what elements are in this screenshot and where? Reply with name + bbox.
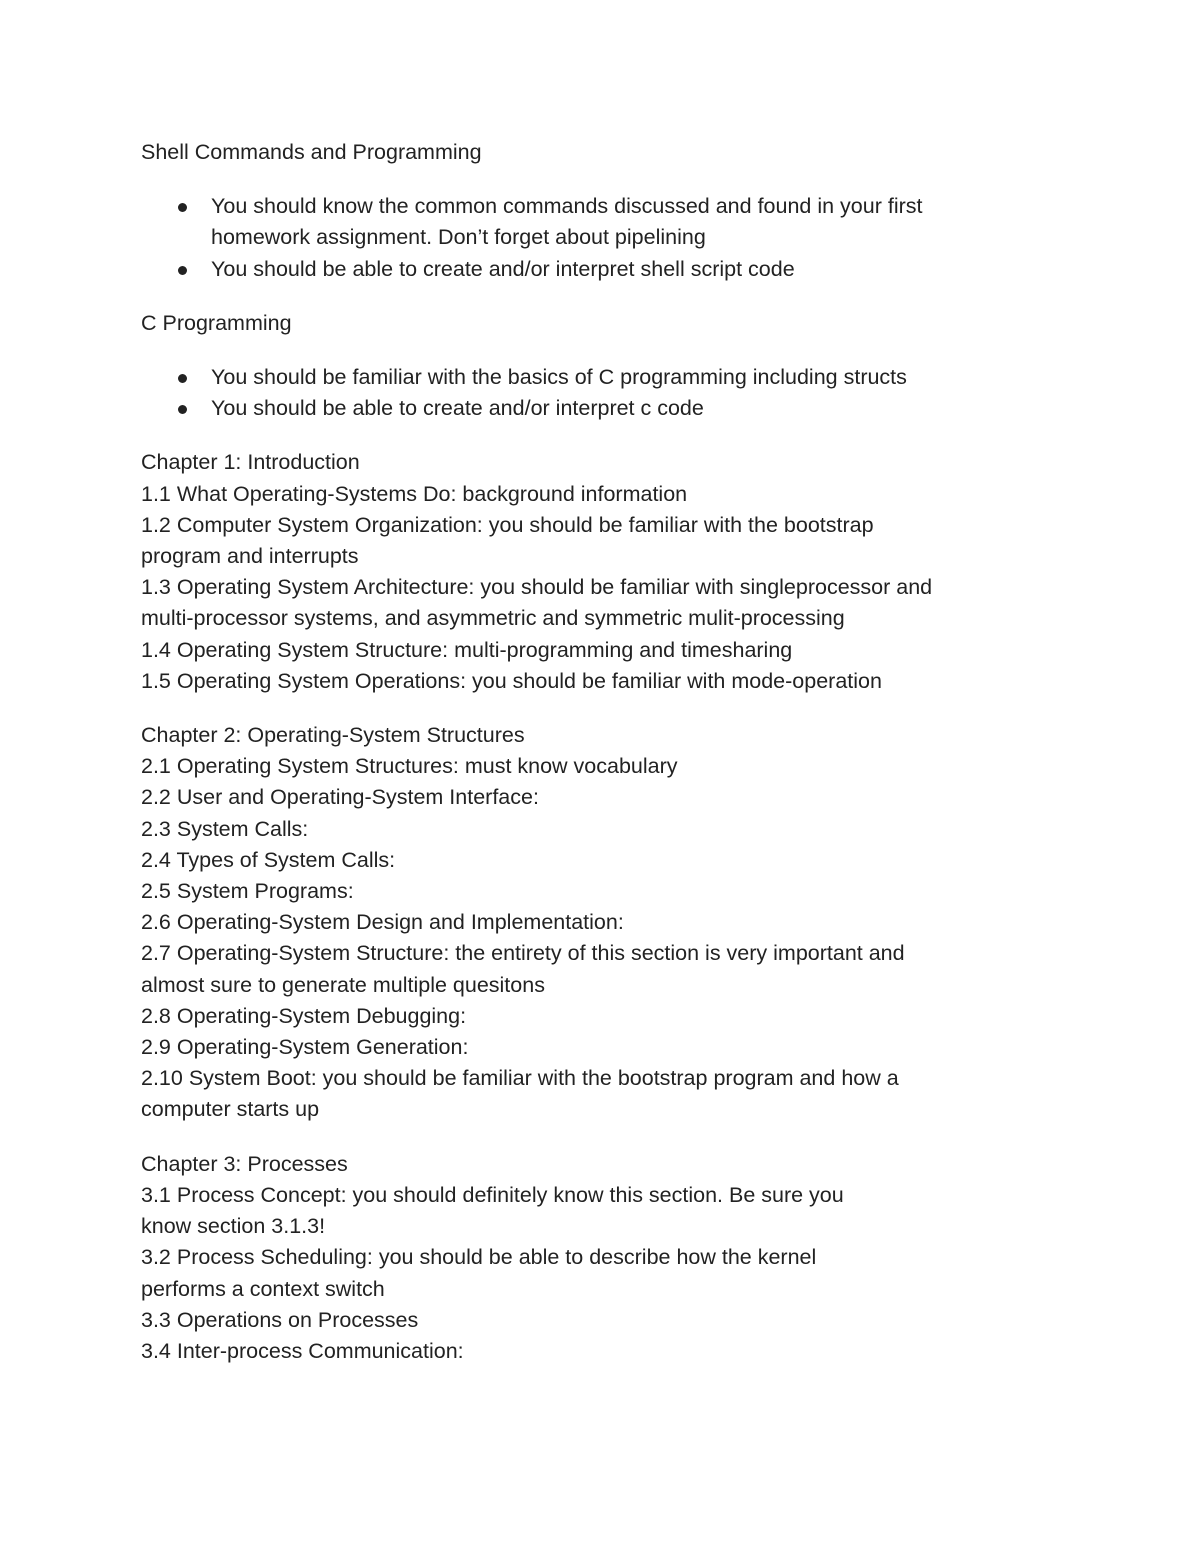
- bullet-dot-icon: [178, 374, 187, 383]
- list-item: 1.1 What Operating-Systems Do: background information: [141, 481, 688, 506]
- section-heading-chapter-1: Chapter 1: Introduction: [141, 450, 360, 475]
- list-item: 3.1 Process Concept: you should definitely know this section. Be sure you know section 3.1.3!: [141, 1182, 844, 1239]
- list-item: 2.9 Operating-System Generation:: [141, 1035, 469, 1060]
- list-item: 3.2 Process Scheduling: you should be able to describe how the kernel performs a context switch: [141, 1245, 817, 1301]
- list-item: 2.2 User and Operating-System Interface:: [141, 785, 539, 810]
- list-item: 2.1 Operating System Structures: must know vocabulary: [141, 754, 678, 779]
- document-page: [141, 137, 981, 1367]
- section-heading-c: C Programming: [141, 310, 292, 335]
- bullet-dot-icon: [178, 203, 187, 212]
- list-item: You should be familiar with the basics of C programming including structs: [141, 362, 981, 393]
- list-item: 2.3 System Calls:: [141, 816, 309, 841]
- list-item: 2.8 Operating-System Debugging:: [141, 1003, 467, 1028]
- list-item: 2.4 Types of System Calls:: [141, 847, 396, 872]
- list-item: 1.4 Operating System Structure: multi-programming and timesharing: [141, 637, 793, 662]
- list-item: 2.5 System Programs:: [141, 879, 354, 904]
- list-item: 2.6 Operating-System Design and Implementation:: [141, 910, 624, 935]
- list-item: 1.2 Computer System Organization: you should be familiar with the bootstrap program and interrupts: [141, 512, 874, 569]
- c-bullet-list: [141, 362, 981, 424]
- list-item: 1.3 Operating System Architecture: you should be familiar with singleprocessor and multi-processor systems, and asymmetric and symmetric mulit-processing: [141, 575, 933, 631]
- list-item: 2.7 Operating-System Structure: the entirety of this section is very important and almost sure to generate multiple quesitons: [141, 941, 905, 997]
- list-item: 2.10 System Boot: you should be familiar with the bootstrap program and how a computer starts up: [141, 1066, 899, 1122]
- section-heading-chapter-2: Chapter 2: Operating-System Structures: [141, 723, 525, 748]
- list-item: You should know the common commands discussed and found in your first homework assignment. Don’t forget about pipelining: [141, 191, 971, 253]
- bullet-dot-icon: [178, 266, 187, 275]
- section-heading-shell: Shell Commands and Programming: [141, 140, 482, 164]
- list-item: You should be able to create and/or interpret c code: [141, 393, 981, 424]
- list-item: 3.4 Inter-process Communication:: [141, 1338, 464, 1363]
- bullet-dot-icon: [178, 405, 187, 414]
- list-item: 3.3 Operations on Processes: [141, 1307, 419, 1332]
- list-item: You should be able to create and/or interpret shell script code: [141, 254, 981, 285]
- list-item: 1.5 Operating System Operations: you should be familiar with mode-operation: [141, 668, 882, 693]
- shell-bullet-list: [141, 191, 981, 285]
- section-heading-chapter-3: Chapter 3: Processes: [141, 1151, 348, 1176]
